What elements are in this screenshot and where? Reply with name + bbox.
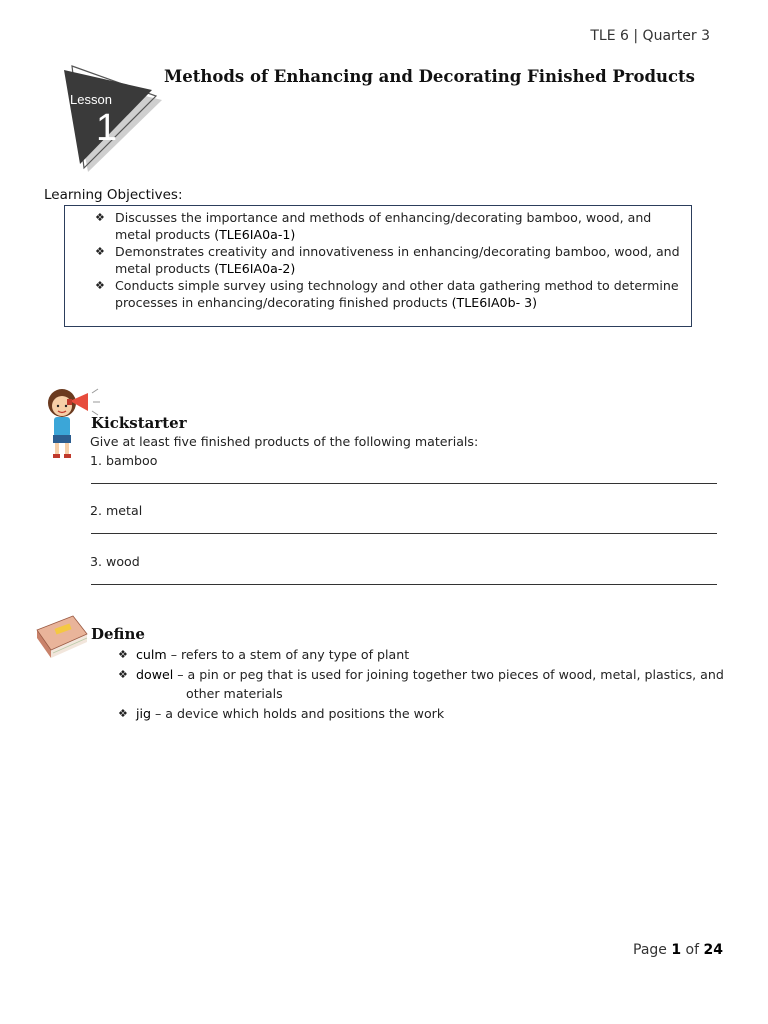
kickstarter-instruction: Give at least five finished products of the following materials: bbox=[90, 434, 479, 449]
definition-term: jig bbox=[136, 705, 151, 721]
kickstarter-item-wood: 3. wood bbox=[90, 554, 140, 569]
answer-line[interactable] bbox=[91, 584, 717, 585]
definition-item bbox=[118, 704, 728, 724]
page-total: 24 bbox=[703, 942, 723, 958]
diamond-bullet-icon: ❖ bbox=[118, 648, 128, 661]
objective-item bbox=[95, 209, 691, 243]
objective-item bbox=[95, 277, 691, 311]
kickstarter-title: Kickstarter bbox=[91, 414, 187, 432]
definition-term: culm bbox=[136, 647, 167, 662]
definition-term: dowel bbox=[136, 666, 174, 682]
define-title: Define bbox=[91, 625, 145, 643]
diamond-bullet-icon: ❖ bbox=[95, 211, 105, 224]
kickstarter-item-bamboo: 1. bamboo bbox=[90, 453, 158, 468]
define-list bbox=[118, 645, 728, 723]
page-number bbox=[633, 942, 723, 958]
objective-item bbox=[95, 243, 691, 277]
definition-item bbox=[118, 645, 728, 665]
kickstarter-item-metal: 2. metal bbox=[90, 503, 143, 518]
definition-text: – a pin or peg that is used for joining together two pieces of wood, metal, plastics, and bbox=[173, 666, 724, 682]
page-current: 1 bbox=[671, 942, 682, 958]
answer-line[interactable] bbox=[91, 533, 717, 534]
definition-continuation: other materials bbox=[186, 686, 283, 701]
competency-code: (TLE6IA0a-1) bbox=[214, 227, 296, 242]
objective-text: Conducts simple survey using technology and other data gathering method to determine processes in enhancing/decorating finished products bbox=[115, 278, 679, 310]
lesson-badge-label: Lesson bbox=[70, 92, 112, 107]
answer-line[interactable] bbox=[91, 483, 717, 484]
objective-text: Demonstrates creativity and innovativeness in enhancing/decorating bamboo, wood, and metal products bbox=[115, 244, 680, 276]
diamond-bullet-icon: ❖ bbox=[118, 667, 128, 681]
page-of: of bbox=[681, 942, 704, 958]
page-label: Page bbox=[633, 942, 672, 958]
lesson-badge-number: 1 bbox=[96, 107, 118, 149]
competency-code: (TLE6IA0a-2) bbox=[214, 261, 296, 276]
diamond-bullet-icon: ❖ bbox=[118, 706, 128, 720]
definition-text: – refers to a stem of any type of plant bbox=[166, 647, 410, 662]
objectives-heading: Learning Objectives: bbox=[44, 187, 183, 203]
definition-text: – a device which holds and positions the work bbox=[151, 705, 445, 721]
book-icon bbox=[33, 612, 89, 662]
header-subject-quarter: TLE 6 | Quarter 3 bbox=[590, 28, 710, 44]
lesson-title: Methods of Enhancing and Decorating Finished Products bbox=[164, 67, 695, 86]
lesson-badge-icon bbox=[44, 60, 166, 174]
objectives-box bbox=[64, 205, 692, 327]
objectives-list bbox=[65, 206, 691, 311]
objective-text: Discusses the importance and methods of enhancing/decorating bamboo, wood, and metal products bbox=[115, 210, 652, 242]
diamond-bullet-icon: ❖ bbox=[95, 245, 105, 258]
competency-code: (TLE6IA0b- 3) bbox=[451, 295, 538, 310]
definition-item bbox=[118, 665, 728, 704]
diamond-bullet-icon: ❖ bbox=[95, 279, 105, 292]
